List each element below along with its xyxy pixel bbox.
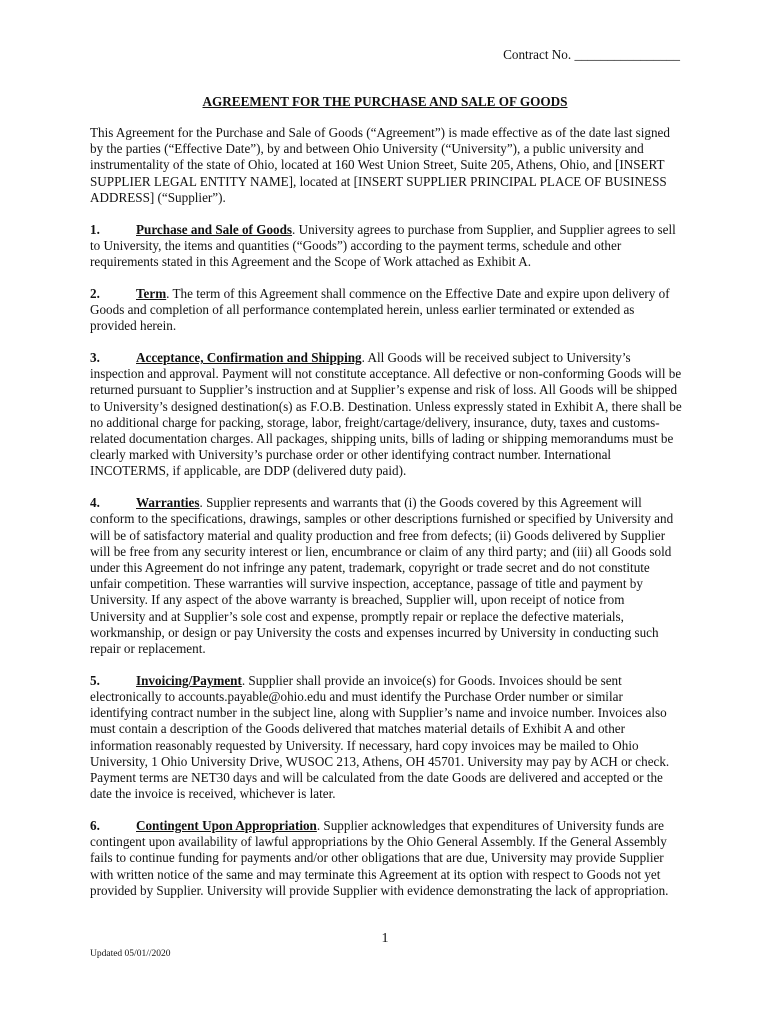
section-heading: Purchase and Sale of Goods	[136, 221, 293, 237]
section-heading: Warranties	[136, 495, 200, 511]
section-6	[90, 818, 682, 899]
section-number: 2.	[90, 285, 100, 301]
section-2	[90, 286, 682, 335]
contract-number: Contract No. ________________	[503, 47, 680, 62]
section-number: 3.	[90, 350, 100, 366]
section-text: . The term of this Agreement shall commence on the Effective Date and expire upon delivery of Goods and completion of all performance contemplated herein, unless earlier terminated or extended as provided herein.	[90, 285, 670, 334]
section-5	[90, 673, 682, 803]
section-heading: Contingent Upon Appropriation	[136, 818, 317, 834]
section-text: . Supplier shall provide an invoice(s) for Goods. Invoices should be sent electronically to accounts.payable@ohio.edu and must identify the Purchase Order number or similar identifying contract number in the subject line, along with Supplier’s name and invoice number. Invoices also must contain a description of the Goods delivered that matches material details of Exhibit A and other information reasonably requested by University. If necessary, hard copy invoices may be mailed to Ohio University, 1 Ohio University Drive, WUSOC 213, Athens, OH 45701. University may pay by ACH or check. Payment terms are NET30 days and will be calculated from the date Goods are delivered and accepted or the date the invoice is received, whichever is later.	[90, 672, 670, 802]
section-text: . All Goods will be received subject to University’s inspection and approval. Payment will not constitute acceptance. All defective or non-conforming Goods will be returned pursuant to Supplier’s instruction and at Supplier’s expense and risk of loss. All Goods will be shipped to University’s designed destination(s) as F.O.B. Destination. Unless expressly stated in Exhibit A, there shall be no additional charge for packing, storage, labor, freight/cartage/delivery, insurance, duty, taxes and customs-related documentation charges. All packages, shipping units, bills of lading or shipping memorandums must be clearly marked with University’s purchase order or other identifying contract number. International INCOTERMS, if applicable, are DDP (delivered duty paid).	[90, 350, 682, 479]
section-4	[90, 495, 682, 657]
section-1	[90, 222, 682, 271]
footer-updated-date: Updated 05/01//2020	[90, 949, 171, 959]
section-heading: Acceptance, Confirmation and Shipping	[136, 350, 362, 366]
section-text: . Supplier acknowledges that expenditures of University funds are contingent upon availability of lawful appropriations by the Ohio General Assembly. If the General Assembly fails to continue funding for payments and/or other obligations that are due, University may provide Supplier with written notice of the same and may terminate this Agreement at its option with respect to Goods not yet provided by Supplier. University will provide Supplier with evidence demonstrating the lack of appropriation.	[90, 818, 669, 898]
document-title: AGREEMENT FOR THE PURCHASE AND SALE OF GOODS	[202, 94, 568, 109]
section-number: 5.	[90, 672, 100, 688]
agreement-body	[90, 125, 682, 915]
section-text: . Supplier represents and warrants that (i) the Goods covered by this Agreement will conform to the specifications, drawings, samples or other descriptions furnished or specified by University and will be of satisfactory material and quality production and free from defects; (ii) Goods delivered by Supplier will be free from any security interest or lien, encumbrance or claim of any third party; and (iii) all Goods sold under this Agreement do not infringe any patent, trademark, copyright or trade secret and do not constitute unfair competition. These warranties will survive inspection, acceptance, passage of title and payment by University. If any aspect of the above warranty is breached, Supplier will, upon receipt of notice from University and at Supplier’s sole cost and expense, promptly repair or replace the defective materials, workmanship, or design or pay University the costs and expenses incurred by University in conducting such repair or replacement.	[90, 495, 674, 657]
intro-paragraph: This Agreement for the Purchase and Sale of Goods (“Agreement”) is made effective as of the date last signed by the parties (“Effective Date”), by and between Ohio University (“University”), a public university and instrumentality of the state of Ohio, located at 160 West Union Street, Suite 205, Athens, Ohio, and [INSERT SUPPLIER LEGAL ENTITY NAME], located at [INSERT SUPPLIER PRINCIPAL PLACE OF BUSINESS ADDRESS] (“Supplier”).	[90, 125, 670, 205]
section-heading: Term	[136, 285, 167, 301]
section-number: 1.	[90, 221, 100, 237]
section-number: 4.	[90, 495, 100, 511]
page-number: 1	[381, 931, 389, 946]
section-number: 6.	[90, 818, 100, 834]
section-text: . University agrees to purchase from Supplier, and Supplier agrees to sell to University, the items and quantities (“Goods”) according to the payment terms, schedule and other requirements stated in this Agreement and the Scope of Work attached as Exhibit A.	[90, 221, 676, 270]
section-heading: Invoicing/Payment	[136, 672, 242, 688]
section-3	[90, 350, 682, 480]
